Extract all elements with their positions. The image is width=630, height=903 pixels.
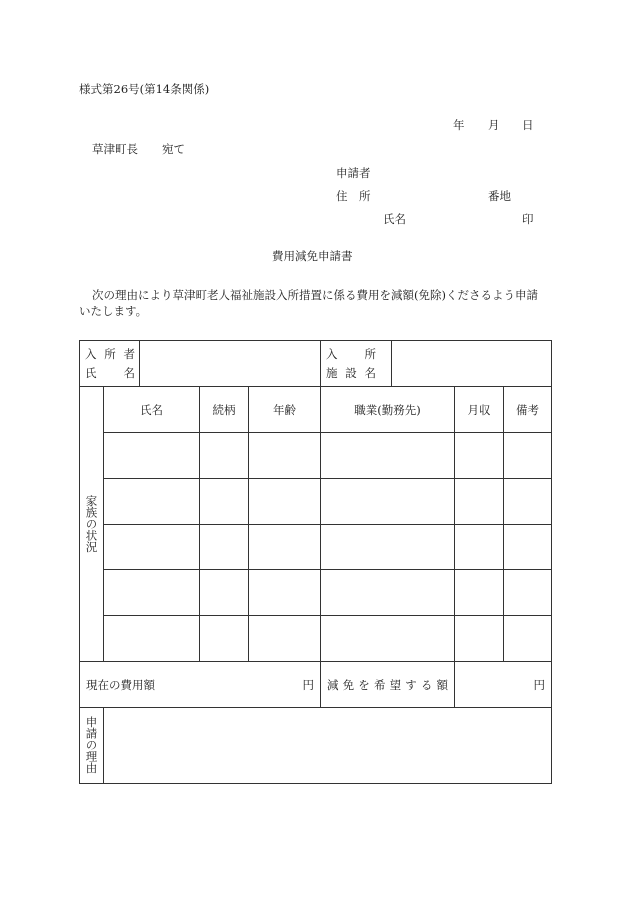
family-cell[interactable] (455, 479, 504, 525)
family-cell[interactable] (321, 570, 455, 616)
desired-label-char: す (405, 677, 417, 692)
table-row (80, 570, 552, 616)
application-form-table (79, 340, 551, 782)
address-label-1: 住 (336, 189, 348, 203)
family-cell[interactable] (504, 570, 552, 616)
reason-label: 申請の理由 (80, 708, 104, 784)
resident-label-char: 入 (85, 347, 97, 361)
date-day-label: 日 (522, 118, 534, 132)
desired-label-char: る (420, 677, 433, 692)
family-cell[interactable] (104, 433, 200, 479)
family-cell[interactable] (321, 433, 455, 479)
family-cell[interactable] (504, 616, 552, 662)
table-row (80, 525, 552, 570)
desired-label-char: 希 (373, 677, 386, 692)
family-cell[interactable] (249, 616, 321, 662)
body-line-1: 次の理由により草津町老人福祉施設入所措置に係る費用を減額(免除)くださるよう申請 (92, 288, 538, 302)
resident-label-char: 者 (123, 347, 135, 361)
family-status-label: 家族の状況 (80, 387, 104, 662)
form-number: 様式第26号(第14条関係) (79, 82, 210, 96)
reason-row (80, 708, 552, 784)
table-row (80, 433, 552, 479)
desired-amount-cell[interactable] (455, 662, 552, 708)
desired-label-char: 免 (342, 677, 355, 692)
family-col-name: 氏名 (104, 387, 200, 433)
family-col-remarks: 備考 (504, 387, 552, 433)
name-label: 氏名 (383, 212, 406, 226)
family-cell[interactable] (104, 479, 200, 525)
family-cell[interactable] (504, 525, 552, 570)
body-line-2: いたします。 (79, 304, 148, 318)
resident-name-label (80, 341, 140, 387)
table-row (80, 479, 552, 525)
resident-label-char: 名 (123, 366, 135, 380)
facility-name-label (321, 341, 392, 386)
seal-label: 印 (522, 212, 534, 226)
family-cell[interactable] (455, 525, 504, 570)
facility-label-char: 施 (326, 366, 338, 380)
resident-label-char: 氏 (85, 366, 97, 380)
family-cell[interactable] (104, 616, 200, 662)
family-cell[interactable] (104, 525, 200, 570)
resident-name-cell[interactable] (140, 341, 321, 387)
desired-label-char: を (358, 677, 370, 692)
family-cell[interactable] (455, 570, 504, 616)
facility-name-cell[interactable] (392, 341, 552, 386)
family-cell[interactable] (249, 479, 321, 525)
family-cell[interactable] (200, 570, 249, 616)
desired-label-char: 望 (389, 677, 402, 692)
table-row (80, 616, 552, 662)
family-cell[interactable] (455, 616, 504, 662)
facility-label-char: 所 (364, 347, 377, 361)
family-col-income: 月収 (455, 387, 504, 433)
fee-row (80, 662, 552, 708)
family-col-occupation: 職業(勤務先) (321, 387, 455, 433)
family-cell[interactable] (321, 616, 455, 662)
date-month-label: 月 (488, 118, 500, 132)
addressee: 草津町長 (92, 142, 138, 156)
applicant-label: 申請者 (336, 166, 371, 180)
reason-cell[interactable] (104, 708, 552, 784)
current-fee-label: 現在の費用額 (86, 677, 155, 692)
family-cell[interactable] (104, 570, 200, 616)
family-col-relation: 続柄 (200, 387, 249, 433)
family-col-age: 年齢 (249, 387, 321, 433)
family-cell[interactable] (455, 433, 504, 479)
family-cell[interactable] (321, 525, 455, 570)
family-cell[interactable] (249, 433, 321, 479)
desired-amount-label (321, 662, 455, 708)
family-cell[interactable] (200, 479, 249, 525)
facility-label-char: 名 (364, 366, 377, 380)
document-title: 費用減免申請書 (272, 249, 353, 263)
desired-label-char: 額 (436, 677, 448, 692)
facility-label-char: 入 (326, 347, 338, 361)
family-header-row (80, 387, 552, 433)
family-cell[interactable] (200, 525, 249, 570)
facility-label-char: 設 (345, 366, 357, 380)
date-year-label: 年 (453, 118, 465, 132)
family-cell[interactable] (504, 433, 552, 479)
family-cell[interactable] (200, 433, 249, 479)
family-cell[interactable] (200, 616, 249, 662)
addressee-suffix: 宛て (162, 142, 185, 156)
family-cell[interactable] (321, 479, 455, 525)
current-fee-cell[interactable] (80, 662, 321, 708)
desired-amount-unit: 円 (533, 677, 546, 692)
banchi-label: 番地 (488, 189, 511, 203)
current-fee-unit: 円 (302, 677, 315, 692)
address-label-2: 所 (359, 189, 371, 203)
family-cell[interactable] (504, 479, 552, 525)
desired-label-char: 減 (327, 677, 339, 692)
family-cell[interactable] (249, 525, 321, 570)
resident-row (80, 341, 552, 387)
resident-label-char: 所 (104, 347, 116, 361)
family-cell[interactable] (249, 570, 321, 616)
